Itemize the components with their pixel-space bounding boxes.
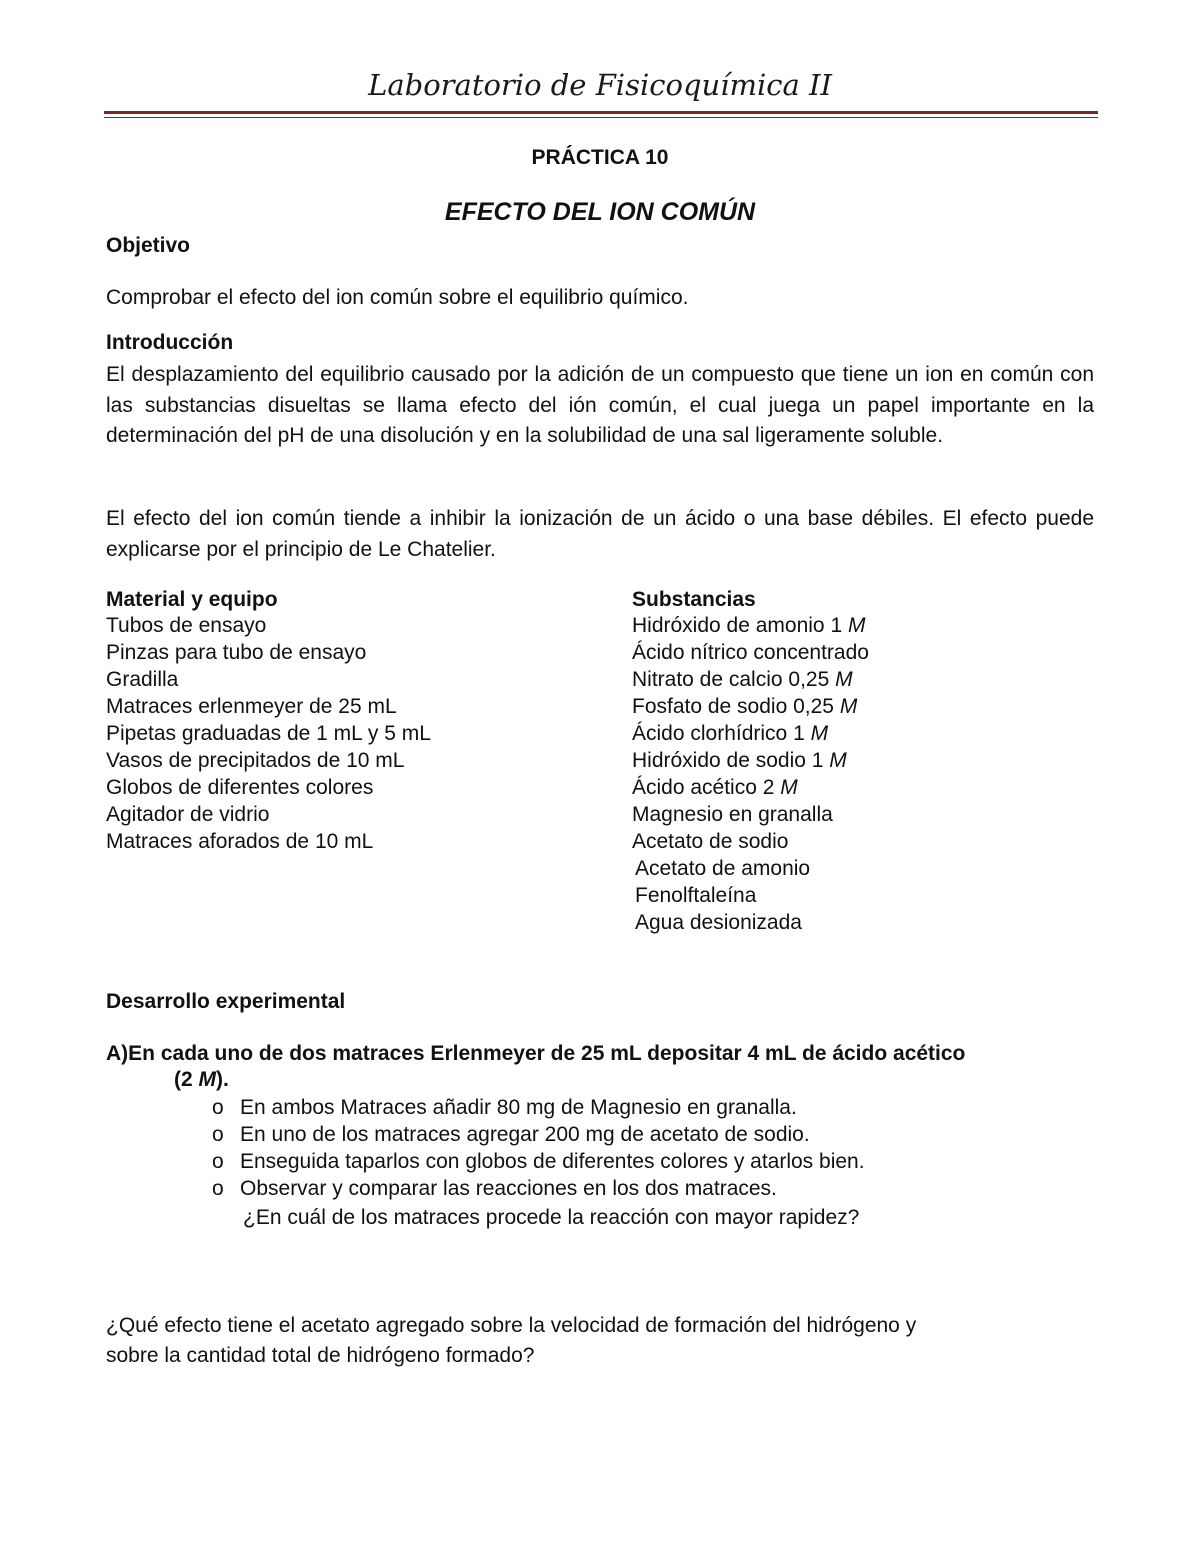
list-item: Ácido clorhídrico 1 M <box>632 722 829 745</box>
bullet-icon: o <box>212 1123 224 1146</box>
list-item: Agua desionizada <box>635 911 802 934</box>
objective-text: Comprobar el efecto del ion común sobre el equilibrio químico. <box>106 286 689 309</box>
bullet-icon: o <box>212 1150 224 1173</box>
step-a-question: ¿En cuál de los matraces procede la reacción con mayor rapidez? <box>243 1206 860 1229</box>
list-item: Matraces aforados de 10 mL <box>106 830 374 853</box>
list-item: Pipetas graduadas de 1 mL y 5 mL <box>106 722 431 745</box>
list-item: Hidróxido de amonio 1 M <box>632 614 866 637</box>
page-header-title: Laboratorio de Fisicoquímica II <box>368 68 832 102</box>
list-item: Acetato de amonio <box>635 857 811 880</box>
intro-paragraph-2: El efecto del ion común tiende a inhibir la ionización de un ácido o una base débiles. El efecto puede explicarse por el principio de Le Chatelier. <box>106 507 1094 561</box>
list-item: Agitador de vidrio <box>106 803 270 826</box>
list-item: Tubos de ensayo <box>106 614 267 637</box>
list-item: Acetato de sodio <box>632 830 789 853</box>
list-item: Ácido nítrico concentrado <box>632 641 869 664</box>
bullet-icon: o <box>212 1177 224 1200</box>
final-question-line-1: ¿Qué efecto tiene el acetato agregado sobre la velocidad de formación del hidrógeno y <box>106 1314 917 1337</box>
document-title: EFECTO DEL ION COMÚN <box>444 198 756 226</box>
list-item: Fosfato de sodio 0,25 M <box>632 695 858 718</box>
bullet-icon: o <box>212 1096 224 1119</box>
objective-heading: Objetivo <box>106 234 191 257</box>
list-item: o Observar y comparar las reacciones en los dos matraces. <box>212 1177 777 1200</box>
list-item: Gradilla <box>106 668 179 691</box>
list-item: o En ambos Matraces añadir 80 mg de Magnesio en granalla. <box>212 1096 797 1119</box>
list-item: o En uno de los matraces agregar 200 mg de acetato de sodio. <box>212 1123 810 1146</box>
list-item: Matraces erlenmeyer de 25 mL <box>106 695 397 718</box>
header-rule <box>104 111 1098 114</box>
step-a-concentration: (2 M). <box>174 1068 229 1091</box>
intro-heading: Introducción <box>106 331 234 354</box>
step-a-label: A) <box>106 1042 129 1065</box>
substances-list <box>632 612 869 936</box>
list-item: Magnesio en granalla <box>632 803 833 826</box>
list-item: o Enseguida taparlos con globos de diferentes colores y atarlos bien. <box>212 1150 865 1173</box>
step-a-text: En cada uno de dos matraces Erlenmeyer de 25 mL depositar 4 mL de ácido acético <box>128 1042 966 1065</box>
list-item: Vasos de precipitados de 10 mL <box>106 749 405 772</box>
substances-heading: Substancias <box>632 588 756 611</box>
list-item: Pinzas para tubo de ensayo <box>106 641 367 664</box>
step-a-bullets <box>212 1094 865 1202</box>
header-rule-thin <box>104 117 1098 118</box>
list-item: Hidróxido de sodio 1 M <box>632 749 847 772</box>
development-heading: Desarrollo experimental <box>106 990 346 1013</box>
practice-number: PRÁCTICA 10 <box>531 146 669 169</box>
materials-list <box>106 612 431 855</box>
final-question-line-2: sobre la cantidad total de hidrógeno formado? <box>106 1344 535 1367</box>
list-item: Nitrato de calcio 0,25 M <box>632 668 853 691</box>
list-item: Globos de diferentes colores <box>106 776 374 799</box>
list-item: Fenolftaleína <box>635 884 757 907</box>
step-a-line <box>106 1042 965 1066</box>
intro-paragraph-1: El desplazamiento del equilibrio causado por la adición de un compuesto que tiene un ion en común con las substancias disueltas se llama efecto del ión común, el cual juega un papel importante en la determinación del pH de una disolución y en la solubilidad de una sal ligeramente soluble. <box>106 363 1094 447</box>
materials-heading: Material y equipo <box>106 588 278 611</box>
list-item: Ácido acético 2 M <box>632 776 798 799</box>
